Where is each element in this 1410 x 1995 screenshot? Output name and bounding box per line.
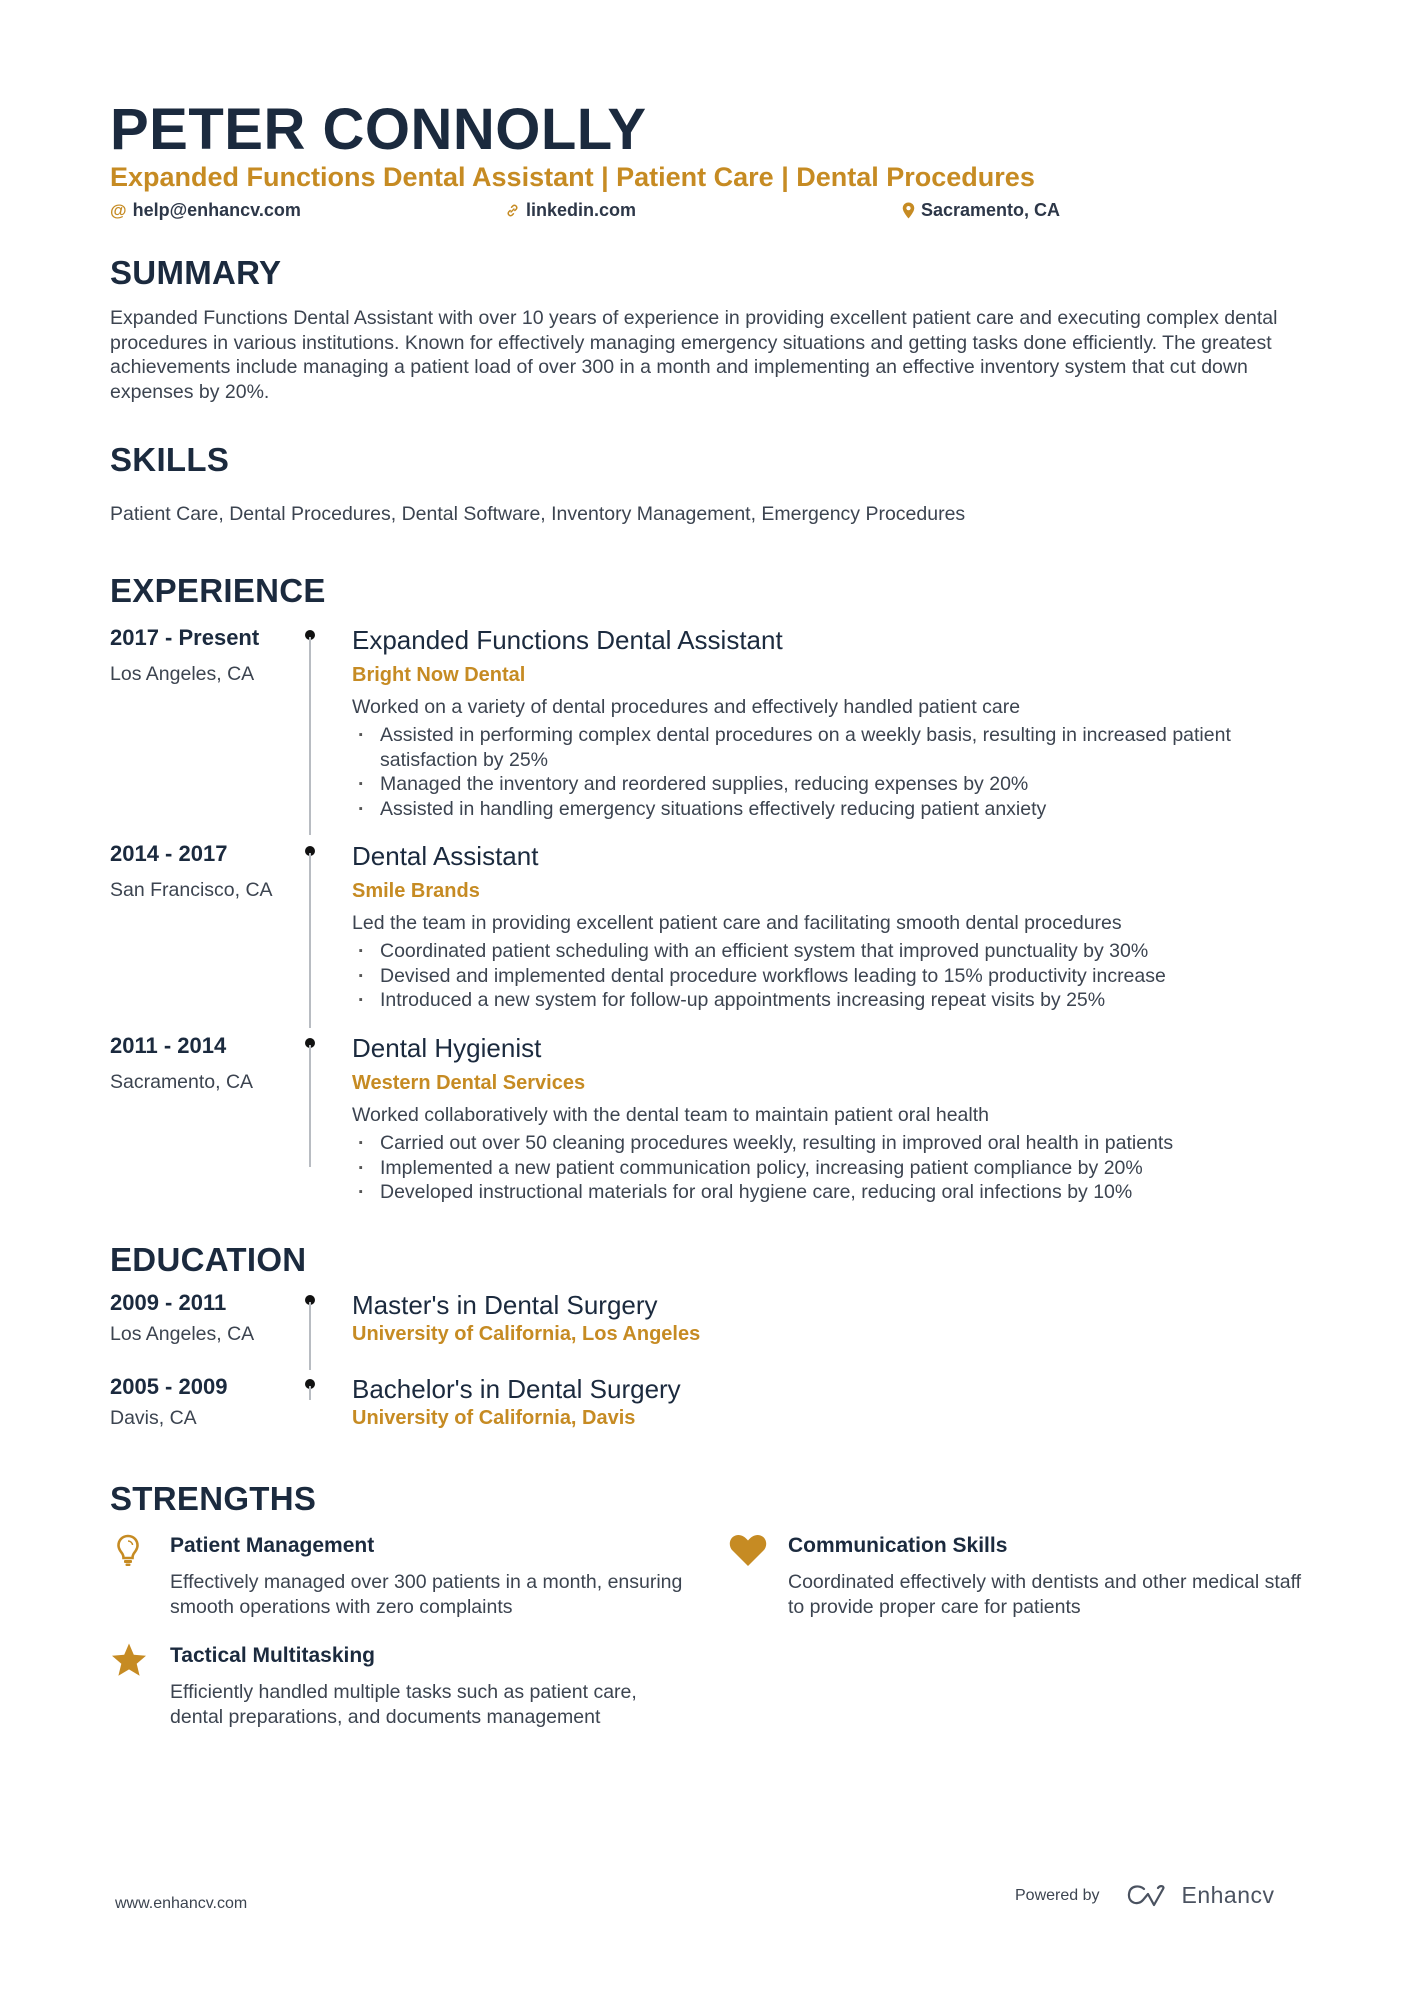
strength-title: Communication Skills: [788, 1534, 1008, 1557]
experience-description: Worked on a variety of dental procedures and effectively handled patient care: [352, 696, 1021, 718]
experience-location: San Francisco, CA: [110, 879, 273, 901]
lightbulb-icon: [110, 1532, 146, 1568]
experience-bullet: · Assisted in performing complex dental procedures on a weekly basis, resulting in increased patient satisfaction by 25%: [352, 723, 1302, 772]
experience-bullets: [352, 1131, 1302, 1205]
footer-branding: [1015, 1882, 1275, 1909]
summary-heading: SUMMARY: [110, 254, 282, 291]
powered-by-label: Powered by: [1015, 1886, 1100, 1904]
experience-date: 2011 - 2014: [110, 1033, 227, 1058]
contact-linkedin-text: linkedin.com: [526, 200, 637, 220]
experience-bullet: · Devised and implemented dental procedure workflows leading to 15% productivity increase: [352, 964, 1302, 989]
contact-bar: [110, 200, 1300, 224]
timeline-line: [309, 1045, 311, 1167]
education-date: 2009 - 2011: [110, 1290, 227, 1315]
education-location: Los Angeles, CA: [110, 1323, 255, 1345]
experience-description: Worked collaboratively with the dental team to maintain patient oral health: [352, 1104, 989, 1126]
experience-description: Led the team in providing excellent patient care and facilitating smooth dental procedures: [352, 912, 1122, 934]
timeline-line: [309, 637, 311, 835]
strength-description: Effectively managed over 300 patients in a month, ensuring smooth operations with zero complaints: [170, 1571, 683, 1618]
experience-bullets: [352, 939, 1302, 1013]
experience-company: Bright Now Dental: [352, 664, 526, 686]
experience-bullet: · Managed the inventory and reordered supplies, reducing expenses by 20%: [352, 772, 1302, 797]
education-degree: Master's in Dental Surgery: [352, 1290, 658, 1320]
experience-content: [352, 841, 1302, 1013]
strength-title: Patient Management: [170, 1534, 375, 1557]
strength-title: Tactical Multitasking: [170, 1644, 375, 1667]
experience-date: 2014 - 2017: [110, 841, 228, 866]
candidate-headline: Expanded Functions Dental Assistant | Patient Care | Dental Procedures: [110, 162, 1035, 192]
experience-date: 2017 - Present: [110, 625, 260, 650]
timeline-line: [309, 1386, 311, 1400]
strengths-heading: STRENGTHS: [110, 1480, 317, 1517]
contact-email[interactable]: [110, 200, 301, 221]
experience-bullet: · Introduced a new system for follow-up appointments increasing repeat visits by 25%: [352, 988, 1302, 1013]
enhancv-logo-text: Enhancv: [1181, 1882, 1275, 1908]
experience-location: Sacramento, CA: [110, 1071, 254, 1093]
heart-icon: [728, 1532, 764, 1568]
experience-company: Western Dental Services: [352, 1072, 586, 1094]
education-heading: EDUCATION: [110, 1241, 307, 1278]
enhancv-logo-icon: [1126, 1883, 1172, 1909]
education-location: Davis, CA: [110, 1407, 197, 1429]
education-school: University of California, Davis: [352, 1407, 636, 1429]
skills-heading: SKILLS: [110, 441, 230, 478]
experience-role: Dental Hygienist: [352, 1033, 542, 1063]
star-icon: [110, 1642, 146, 1678]
at-icon: @: [110, 200, 127, 220]
contact-linkedin[interactable]: [505, 200, 636, 221]
link-icon: [505, 203, 520, 218]
experience-role: Expanded Functions Dental Assistant: [352, 625, 783, 655]
contact-email-text: help@enhancv.com: [132, 200, 301, 220]
education-content: [352, 1290, 1302, 1346]
enhancv-logo[interactable]: [1126, 1882, 1275, 1909]
strength-description: Coordinated effectively with dentists and other medical staff to provide proper care for patients: [788, 1571, 1302, 1618]
timeline-line: [309, 1302, 311, 1370]
experience-content: [352, 625, 1302, 821]
location-pin-icon: [902, 202, 915, 219]
experience-heading: EXPERIENCE: [110, 572, 326, 609]
experience-bullet: · Implemented a new patient communication policy, increasing patient compliance by 20%: [352, 1156, 1302, 1181]
timeline-line: [309, 853, 311, 1028]
strength-description: Efficiently handled multiple tasks such as patient care, dental preparations, and documents management: [170, 1681, 637, 1728]
candidate-name: PETER CONNOLLY: [110, 97, 647, 162]
education-content: [352, 1374, 1302, 1430]
footer-website-link[interactable]: www.enhancv.com: [115, 1895, 248, 1912]
education-degree: Bachelor's in Dental Surgery: [352, 1374, 681, 1404]
experience-content: [352, 1033, 1302, 1205]
experience-bullet: · Developed instructional materials for oral hygiene care, reducing oral infections by 10%: [352, 1180, 1302, 1205]
experience-bullet: · Coordinated patient scheduling with an efficient system that improved punctuality by 30%: [352, 939, 1302, 964]
experience-company: Smile Brands: [352, 880, 480, 902]
experience-bullet: · Carried out over 50 cleaning procedures weekly, resulting in improved oral health in patients: [352, 1131, 1302, 1156]
experience-location: Los Angeles, CA: [110, 663, 255, 685]
experience-bullet: · Assisted in handling emergency situations effectively reducing patient anxiety: [352, 797, 1302, 822]
experience-role: Dental Assistant: [352, 841, 539, 871]
summary-text: Expanded Functions Dental Assistant with over 10 years of experience in providing excellent patient care and executing complex dental procedures in various institutions. Known for effectively managing emergency situations and getting tasks done efficiently. The greatest achievements include managing a patient load of over 300 in a month and implementing an effective inventory system that cut down expenses by 20%.: [110, 307, 1278, 403]
experience-bullets: [352, 723, 1302, 821]
education-school: University of California, Los Angeles: [352, 1323, 701, 1345]
skills-text: Patient Care, Dental Procedures, Dental Software, Inventory Management, Emergency Procedures: [110, 503, 966, 525]
contact-location: [902, 200, 1060, 221]
education-date: 2005 - 2009: [110, 1374, 228, 1399]
contact-location-text: Sacramento, CA: [921, 200, 1061, 220]
